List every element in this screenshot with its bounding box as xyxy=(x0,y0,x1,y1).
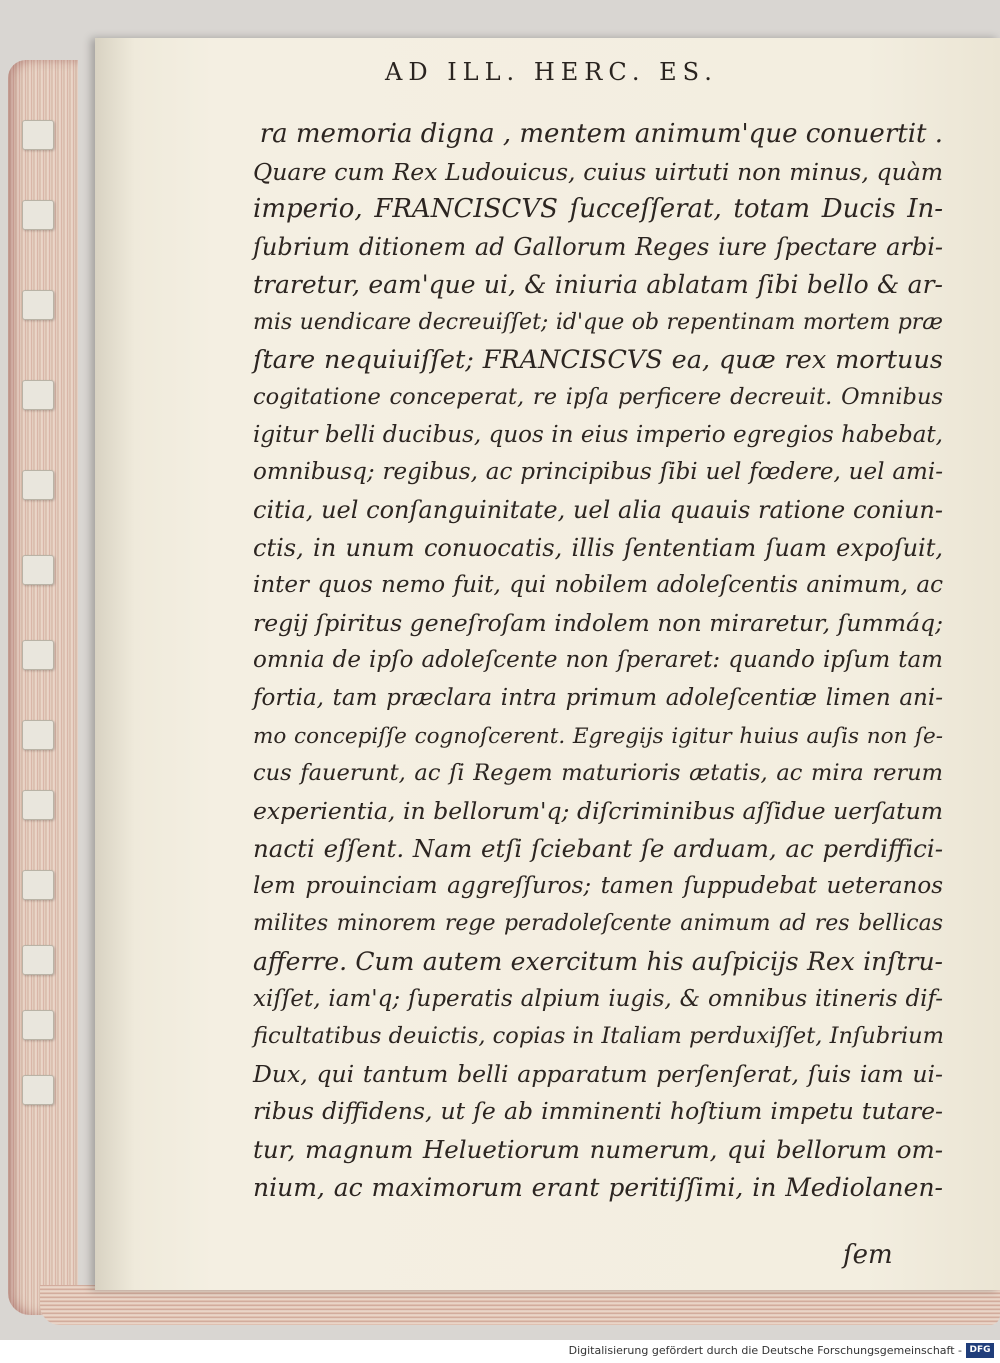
bottom-page-edge xyxy=(40,1285,1000,1325)
text-line: experientia, in bellorum'q; diſcriminibus aſſidue uerſatum xyxy=(253,796,943,825)
text-line: afferre. Cum autem exercitum his auſpicijs Rex inſtru- xyxy=(253,947,943,977)
text-line: citia, uel conſanguinitate, uel alia quauis ratione coniun- xyxy=(253,495,943,524)
text-line: omnibusq; regibus, ac principibus ſibi uel fœdere, uel ami- xyxy=(253,459,943,486)
footer-bar xyxy=(0,1340,1000,1363)
text-line: lem prouinciam aggreſſuros; tamen ſuppudebat ueteranos xyxy=(253,872,943,899)
text-line: milites minorem rege peradoleſcente animum ad res bellicas xyxy=(253,911,943,937)
text-line: xiſſet, iam'q; ſuperatis alpium iugis, & omnibus itineris dif- xyxy=(253,985,943,1012)
text-line: ficultatibus deuictis, copias in Italiam perduxiſſet, Inſubrium xyxy=(253,1023,944,1050)
page-tab xyxy=(22,200,54,230)
text-line: tur, magnum Heluetiorum numerum, qui bellorum om- xyxy=(253,1135,943,1165)
page-tab xyxy=(22,380,54,410)
catchword: ſem xyxy=(843,1240,893,1270)
page-tab xyxy=(22,640,54,670)
text-line: traretur, eam'que ui, & iniuria ablatam ſibi bello & ar- xyxy=(253,270,943,300)
text-line: ſubrium ditionem ad Gallorum Reges iure ſpectare arbi- xyxy=(253,232,943,261)
running-head: AD ILL. HERC. ES. xyxy=(385,58,718,86)
text-line: omnia de ipſo adoleſcente non ſperaret: quando ipſum tam xyxy=(253,647,943,674)
page-edges xyxy=(8,60,78,1315)
page-tab xyxy=(22,720,54,750)
page-tab xyxy=(22,120,54,150)
text-line: regij ſpiritus geneſroſam indolem non miraretur, ſummáq; xyxy=(253,608,943,637)
dfg-logo-icon: DFG xyxy=(966,1343,994,1358)
text-line: cogitatione conceperat, re ipſa perficere decreuit. Omnibus xyxy=(253,384,943,411)
page-tab xyxy=(22,870,54,900)
funding-credit: Digitalisierung gefördert durch die Deutsche Forschungsgemeinschaft - xyxy=(568,1344,962,1357)
text-line: igitur belli ducibus, quos in eius imperio egregios habebat, xyxy=(253,421,943,448)
text-line: mis uendicare decreuiſſet; id'que ob repentinam mortem præ xyxy=(253,309,943,335)
text-line: nium, ac maximorum erant peritiſſimi, in Mediolanen- xyxy=(253,1172,943,1202)
text-line: nacti eſſent. Nam etſi ſciebant ſe arduam, ac perdiffici- xyxy=(253,834,943,864)
page-tab xyxy=(22,1075,54,1105)
text-line: fortia, tam præclara intra primum adoleſcentiæ limen ani- xyxy=(253,684,943,711)
page-tab xyxy=(22,1010,54,1040)
text-line: ra memoria digna , mentem animum'que conuertit . xyxy=(259,119,943,149)
text-line: Quare cum Rex Ludouicus, cuius uirtuti non minus, quàm xyxy=(253,157,943,186)
page-tab xyxy=(22,290,54,320)
text-line: ſtare nequiuiſſet; FRANCISCVS ea, quæ rex mortuus xyxy=(253,344,943,375)
page-tab xyxy=(22,945,54,975)
text-line: ctis, in unum conuocatis, illis ſententiam ſuam expoſuit, xyxy=(253,533,943,562)
text-line: mo concepiſſe cognoſcerent. Egregijs igitur huius auſis non ſe- xyxy=(253,723,943,749)
page-tab xyxy=(22,790,54,820)
text-line: imperio, FRANCISCVS ſucceſſerat, totam Ducis In- xyxy=(253,194,943,225)
book-page xyxy=(95,38,1000,1290)
text-line: ribus diffidens, ut ſe ab imminenti hoſtium impetu tutare- xyxy=(253,1097,943,1126)
page-body-text xyxy=(253,116,943,1206)
text-line: cus fauerunt, ac ſi Regem maturioris ætatis, ac mira rerum xyxy=(253,760,943,787)
page-tab xyxy=(22,470,54,500)
text-line: Dux, qui tantum belli apparatum perſenſerat, ſuis iam ui- xyxy=(253,1059,943,1088)
text-line: inter quos nemo fuit, qui nobilem adoleſcentis animum, ac xyxy=(253,572,943,599)
page-tab xyxy=(22,555,54,585)
